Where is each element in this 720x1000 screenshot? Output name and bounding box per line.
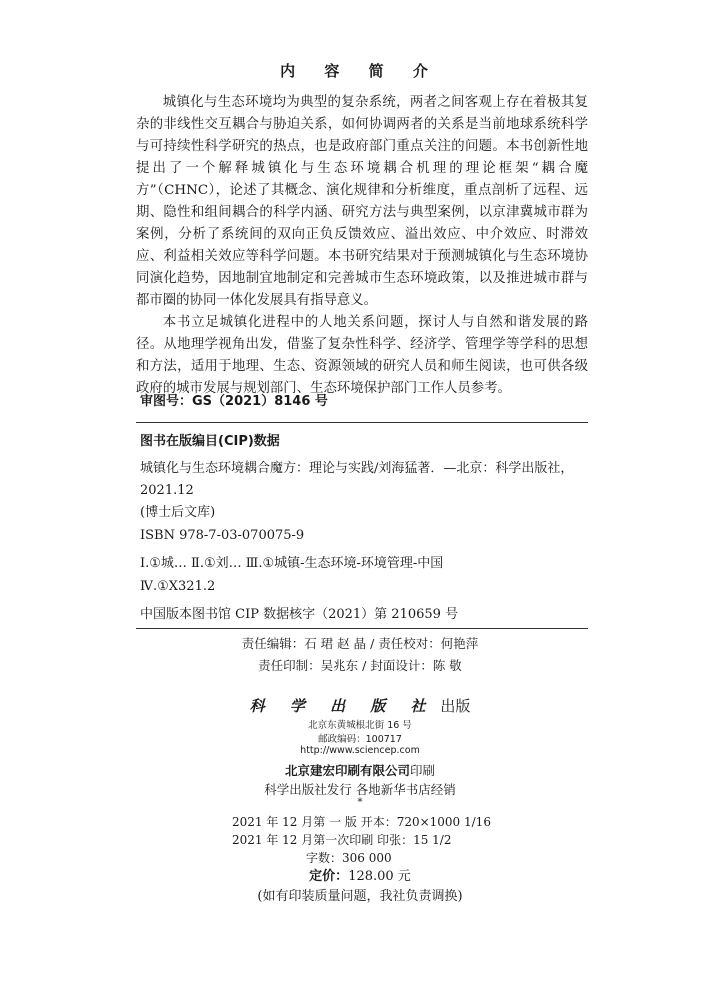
price-value: 128.00 元 (348, 869, 411, 884)
content-summary (136, 92, 588, 400)
publisher-name: 科 学 出 版 社 (249, 697, 436, 715)
cip-series: (博士后文库) (140, 505, 216, 520)
printing-line: 2021 年 12 月第一次印刷 印张：15 1/2 (232, 833, 452, 847)
edition-line: 2021 年 12 月第 一 版 开本：720×1000 1/16 (232, 815, 491, 829)
cip-isbn: ISBN 978-7-03-070075-9 (140, 528, 305, 543)
separator-star: * (357, 797, 363, 808)
quality-notice: (如有印装质量问题，我社负责调换) (257, 889, 463, 904)
cip-classification: Ⅰ.①城… Ⅱ.①刘… Ⅲ.①城镇-生态环境-环境管理-中国 (140, 556, 444, 571)
price-label: 定价： (309, 869, 349, 884)
publisher-url: http://www.sciencep.com (300, 745, 420, 756)
publisher-line (0, 695, 720, 716)
cip-classification-code: Ⅳ.①X321.2 (140, 579, 216, 594)
word-count: 字数：306 000 (306, 851, 392, 865)
map-review-number: 审图号：GS（2021）8146 号 (140, 394, 328, 409)
summary-paragraph: 城镇化与生态环境均为典型的复杂系统，两者之间客观上存在着极其复杂的非线性交互耦合与胁迫关系，如何协调两者的关系是当前地球系统科学与可持续性科学研究的热点，也是政府部门重点关注的问题。本书创新性地提出了一个解释城镇化与生态环境耦合机理的理论框架“耦合魔方”（CHNC），论述了其概念、演化规律和分析维度，重点剖析了远程、远期、隐性和组间耦合的科学内涵、研究方法与典型案例，以京津冀城市群为案例，分析了系统间的双向正负反馈效应、溢出效应、中介效应、时滞效应、利益相关效应等科学问题。本书研究结果对于预测城镇化与生态环境协同演化趋势，因地制宜地制定和完善城市生态环境政策，以及推进城市群与都市圈的协同一体化发展具有指导意义。 (136, 95, 588, 308)
price-line (0, 865, 720, 884)
publisher-address: 北京东黄城根北街 16 号 (308, 720, 412, 731)
divider (136, 628, 588, 629)
editor-credits: 责任编辑：石 珺 赵 晶 / 责任校对：何艳萍 (241, 636, 479, 651)
printer-line (0, 761, 720, 779)
cip-heading: 图书在版编目(CIP)数据 (140, 434, 280, 449)
printer-name: 北京建宏印刷有限公司 (284, 763, 410, 778)
publisher-suffix: 出版 (440, 697, 471, 715)
cip-description: 城镇化与生态环境耦合魔方：理论与实践/刘海猛著．—北京：科学出版社，2021.12 (140, 461, 574, 498)
publisher-zip: 邮政编码：100717 (318, 734, 402, 745)
cip-check-number: 中国版本图书馆 CIP 数据核字（2021）第 210659 号 (140, 607, 459, 622)
divider (136, 422, 588, 423)
production-credits: 责任印制：吴兆东 / 封面设计：陈 敬 (258, 658, 462, 673)
summary-paragraph: 本书立足城镇化进程中的人地关系问题，探讨人与自然和谐发展的路径。从地理学视角出发，借鉴了复杂性科学、经济学、管理学等学科的思想和方法，适用于地理、生态、资源领域的研究人员和师生阅读，也可供各级政府的城市发展与规划部门、生态环境保护部门工作人员参考。 (136, 315, 588, 396)
distribution-line: 科学出版社发行 各地新华书店经销 (264, 782, 456, 797)
printer-suffix: 印刷 (410, 763, 436, 778)
page-title: 内 容 简 介 (280, 62, 440, 80)
